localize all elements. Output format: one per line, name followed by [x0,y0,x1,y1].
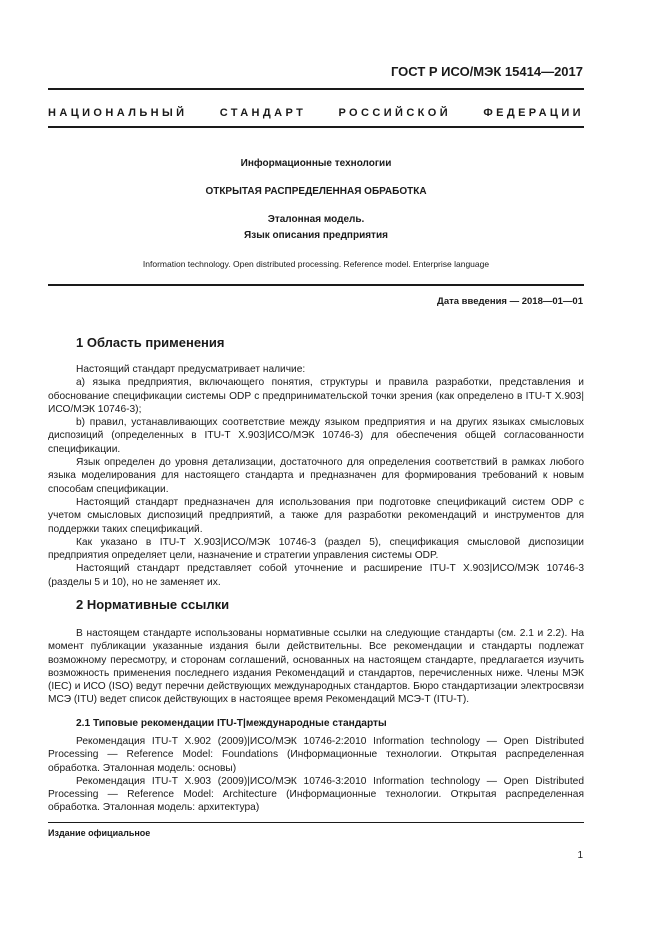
official-edition: Издание официальное [48,828,151,838]
section-2-1-heading: 2.1 Типовые рекомендации ITU-T|международные стандарты [76,718,387,729]
paragraph: Язык определен до уровня детализации, достаточного для определения соответствий в рамках любого языка моделирования для настоящего стандарта и предназначен для формирования требований к новым способам спецификации. [48,457,584,495]
paragraph: Настоящий стандарт предназначен для использования при подготовке спецификаций систем ODP с учетом смысловых диспозиций предприятий, а также для разработки рекомендаций и инструментов для поддержки таких спецификаций. [48,496,584,535]
page-number: 1 [577,850,583,861]
banner-word: НАЦИОНАЛЬНЫЙ [48,107,188,119]
title-rule [48,284,584,286]
title-line-4: Язык описания предприятия [244,230,388,241]
banner-word: РОССИЙСКОЙ [338,107,452,119]
title-line-2: ОТКРЫТАЯ РАСПРЕДЕЛЕННАЯ ОБРАБОТКА [205,186,427,197]
banner-word: СТАНДАРТ [219,107,307,119]
header-rule [48,88,584,90]
national-standard-banner [48,107,584,119]
section-2-heading: 2 Нормативные ссылки [76,597,230,612]
reference-item: Рекомендация ITU-T X.903 (2009)|ИСО/МЭК 10746-3:2010 Information technology — Open Distributed Processing — Reference Model: Architecture (Информационные технологии. Открытая распределенная обработка. Эталонная модель: архитектура) [48,775,584,814]
banner-word: ФЕДЕРАЦИИ [483,107,584,119]
standard-code: ГОСТ Р ИСО/МЭК 15414—2017 [390,64,583,79]
references-list [48,735,584,815]
paragraph: Настоящий стандарт предусматривает наличие: [76,364,306,375]
title-line-3: Эталонная модель. [267,214,365,225]
effective-date: Дата введения — 2018—01—01 [437,296,583,307]
banner-rule [48,126,584,128]
title-line-1: Информационные технологии [240,158,392,169]
paragraph: b) правил, устанавливающих соответствие между языком предприятия и на других языках смысловых диспозиций (определенных в ITU-T X.903|ИСО/МЭК 10746-3) для обеспечения общей согласованности спецификации. [48,417,584,455]
section-2-body [48,627,584,707]
title-english: Information technology. Open distributed processing. Reference model. Enterprise language [142,259,490,269]
paragraph: Настоящий стандарт представляет собой уточнение и расширение ITU-T X.903|ИСО/МЭК 10746-3 (разделы 5 и 10), но не заменяет их. [48,563,584,588]
section-1-body [48,363,584,589]
footer-rule [48,822,584,823]
paragraph: a) языка предприятия, включающего понятия, структуры и правила разработки, представления и обоснование спецификации системы ODP с предпринимательской точки зрения (как определено в ITU-T X.903|ИСО/МЭК 10746-3); [48,377,584,415]
paragraph: Как указано в ITU-T X.903|ИСО/МЭК 10746-3 (раздел 5), спецификация смысловой диспозиции предприятия определяет цели, назначение и стратегии управления системы ODP. [48,536,584,562]
section-1-heading: 1 Область применения [76,335,225,350]
paragraph: В настоящем стандарте использованы нормативные ссылки на следующие стандарты (см. 2.1 и 2.2). На момент публикации указанные издания были действительны. Все рекомендации и стандарты подлежат возможному пересмотру, и сторонам соглашений, основанных на настоящем стандарте, предлагается изучить возможность применения последнего издания Рекомендаций и стандартов, перечисленных ниже. Члены МЭК (IEC) и ИСО (ISO) ведут перечни действующих международных стандартов. Бюро стандартизации электросвязи МСЭ (ITU) ведет список действующих в настоящее время Рекомендаций МСЭ-Т (ITU-T). [48,628,584,706]
reference-item: Рекомендация ITU-T X.902 (2009)|ИСО/МЭК 10746-2:2010 Information technology — Open Distributed Processing — Reference Model: Foundations (Информационные технологии. Открытая распределенная обработка. Эталонная модель: основы) [48,736,584,774]
